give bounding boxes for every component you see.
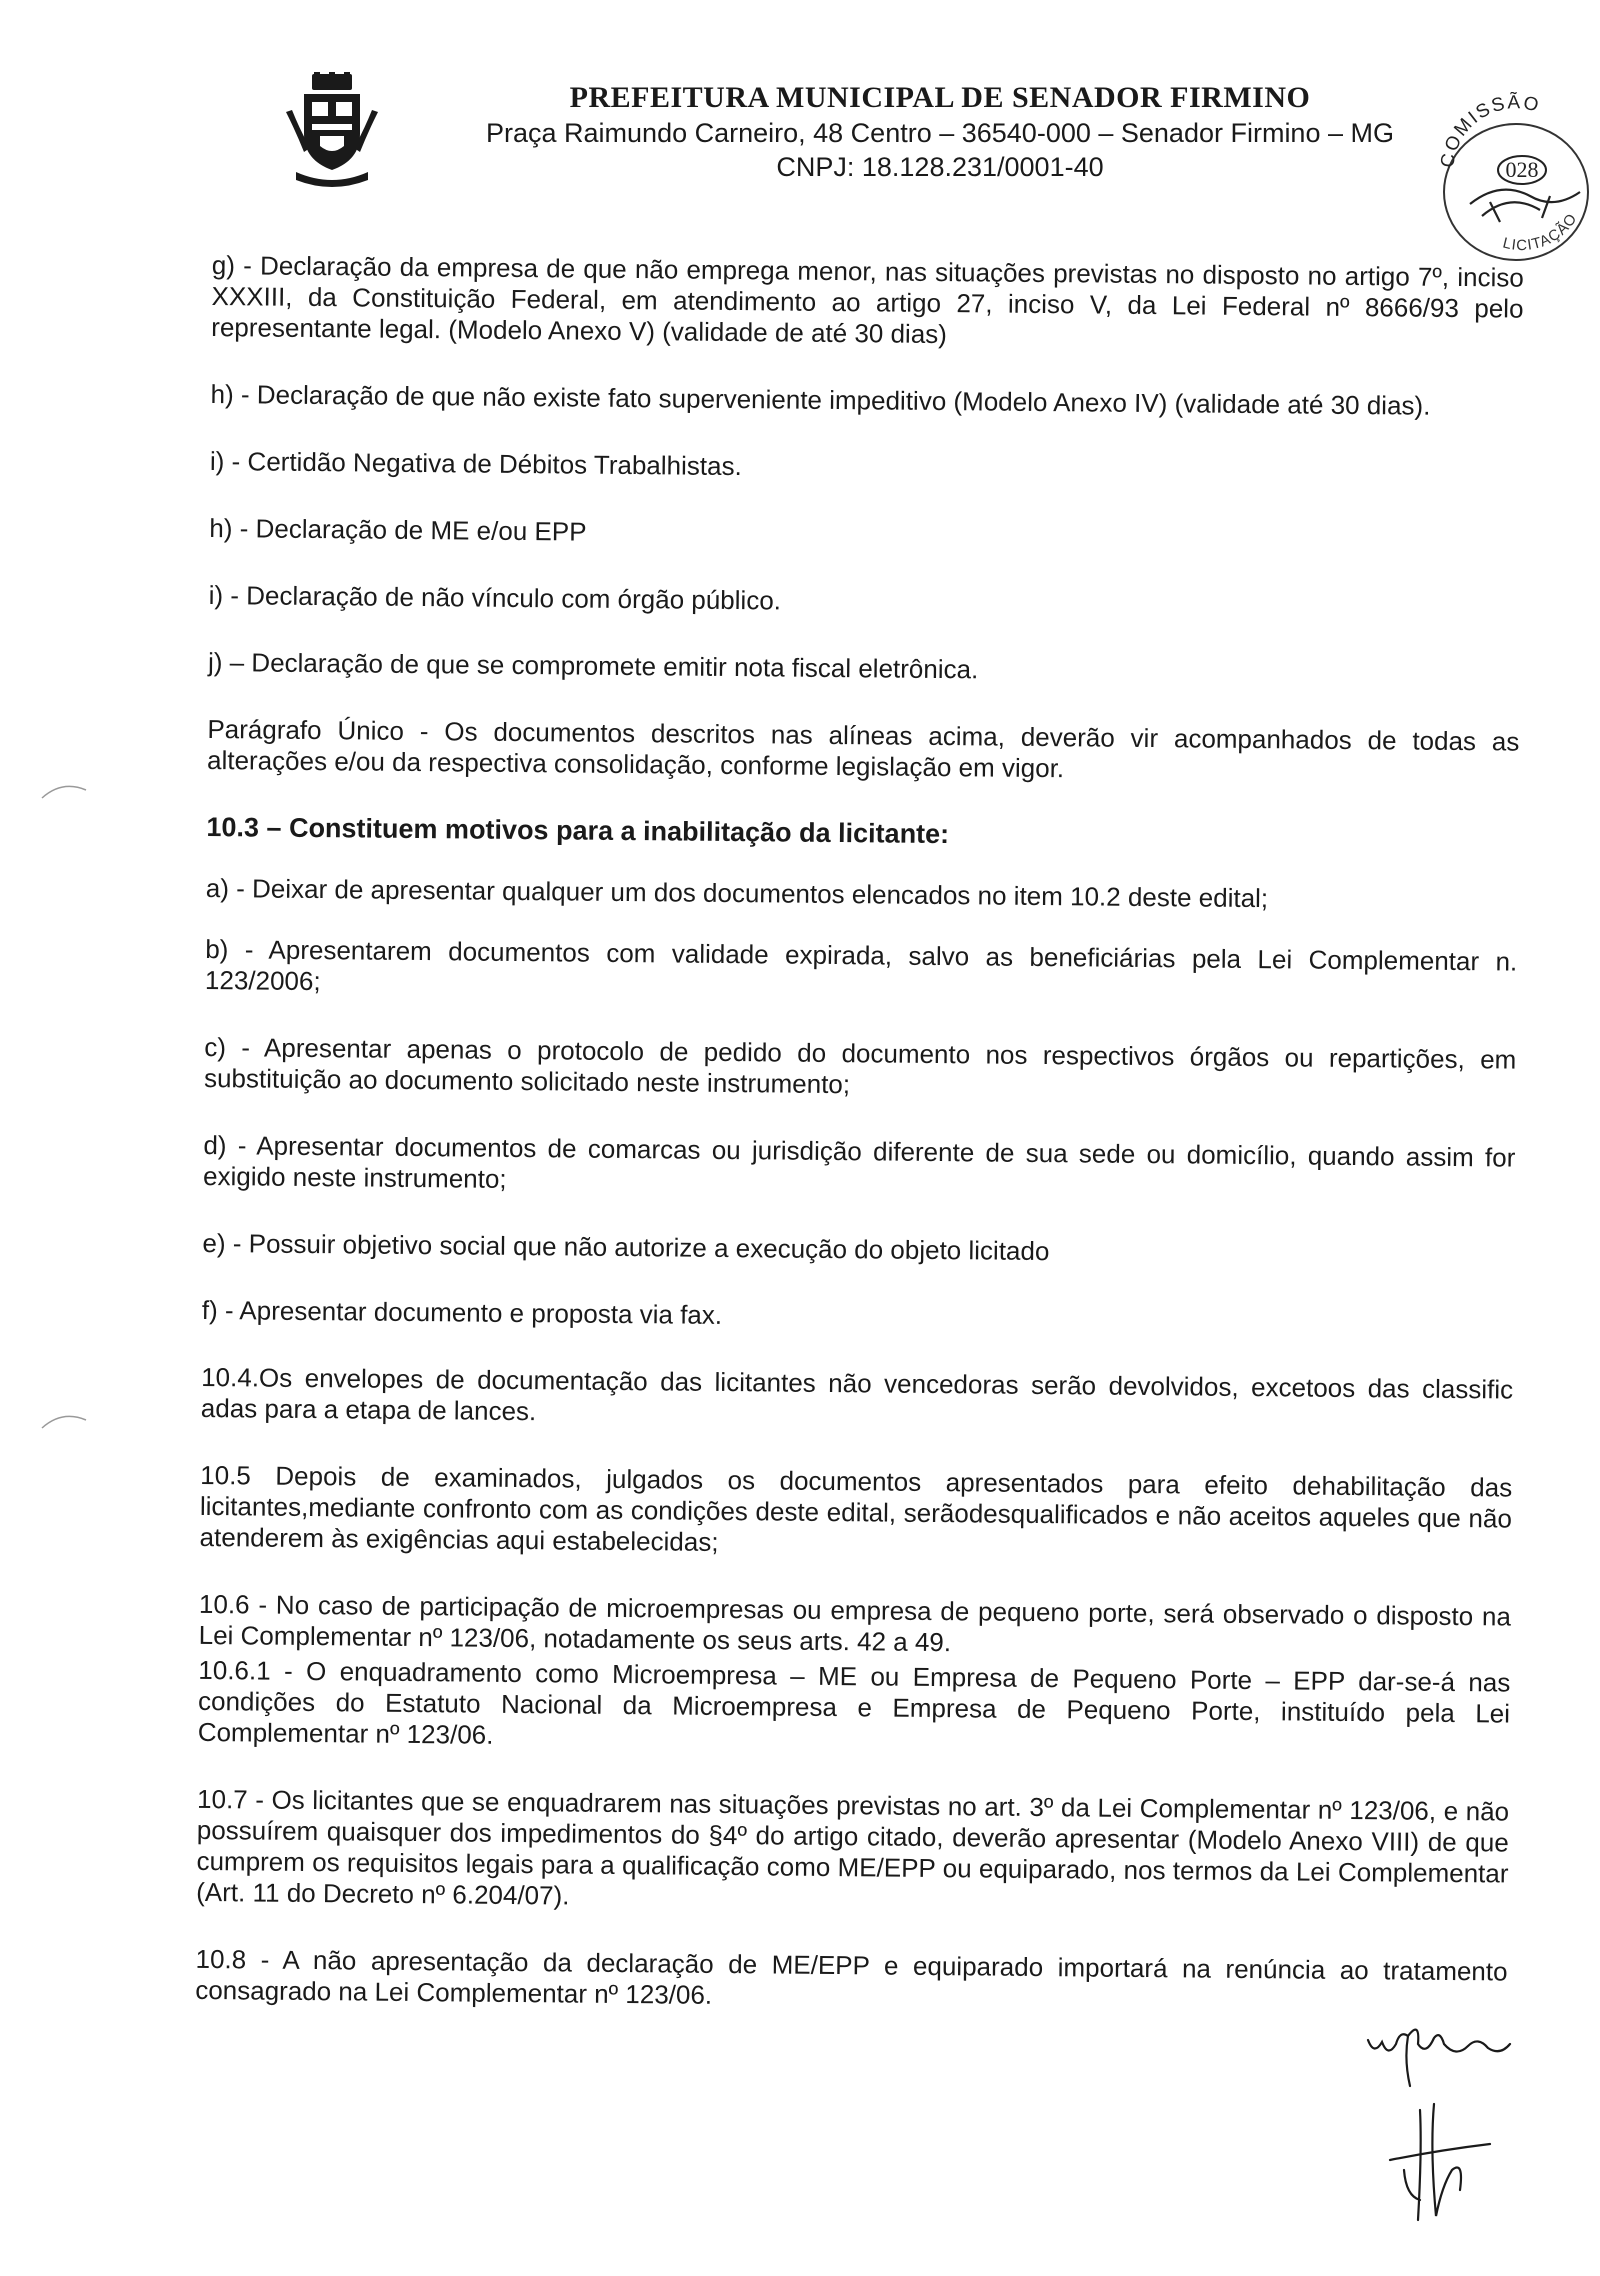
item-i-nao-vinculo-paragraph: i) - Declaração de não vínculo com órgão público. <box>208 579 782 616</box>
item-h-paragraph: h) - Declaração de que não existe fato superveniente impeditivo (Modelo Anexo IV) (validade até 30 dias). <box>210 378 1431 421</box>
svg-text:LICITAÇÃO <box>1501 210 1581 254</box>
item-a-paragraph: a) - Deixar de apresentar qualquer um dos documentos elencados no item 10.2 deste edital; <box>205 872 1269 914</box>
item-h-me-epp-paragraph: h) - Declaração de ME e/ou EPP <box>209 512 587 547</box>
scan-margin-mark <box>38 778 90 802</box>
stamp-bottom-text: LICITAÇÃO <box>1501 210 1581 255</box>
letterhead <box>440 80 1440 184</box>
section-10-6-1-paragraph: 10.6.1 - O enquadramento como Microempresa – ME ou Empresa de Pequeno Porte – EPP dar-se-á nas condições do Estatuto Nacional da Microempresa e Empresa de Pequeno Porte, instituído pela Lei Complementar nº 123/06. <box>197 1654 1511 1750</box>
item-f-paragraph: f) - Apresentar documento e proposta via fax. <box>201 1294 723 1330</box>
section-10-5-paragraph: 10.5 Depois de examinados, julgados os documentos apresentados para efeito dehabilitação das licitantes,mediante confronto com as condições deste edital, serãodesqualificados e não aceitos aqueles que não atenderem às exigências aqui estabelecidas; <box>199 1459 1513 1557</box>
prefeitura-title: PREFEITURA MUNICIPAL DE SENADOR FIRMINO <box>569 81 1311 114</box>
stamp-top-text: COMISSÃO <box>1437 92 1543 170</box>
comissao-licitacao-stamp <box>1430 92 1598 272</box>
section-10-6-paragraph: 10.6 - No caso de participação de microempresas ou empresa de pequeno porte, será observado o disposto na Lei Complementar nº 123/06, notadamente os seus arts. 42 a 49. <box>198 1588 1512 1658</box>
item-g-paragraph: g) - Declaração da empresa de que não emprega menor, nas situações previstas no disposto no artigo 7º, inciso XXXIII, da Constituição Federal, em atendimento ao artigo 27, inciso V, da Lei Federal nº 8666/93 pelo representante legal. (Modelo Anexo V) (validade de até 30 dias) <box>211 250 1524 350</box>
prefeitura-address: Praça Raimundo Carneiro, 48 Centro – 36540-000 – Senador Firmino – MG <box>486 118 1394 148</box>
item-d-paragraph: d) - Apresentar documentos de comarcas ou jurisdição diferente de sua sede ou domicílio, quando assim for exigido neste instrumento; <box>202 1129 1516 1194</box>
section-10-4-paragraph: 10.4.Os envelopes de documentação das licitantes não vencedoras serão devolvidos, excetoos das classific adas para a etapa de lances. <box>200 1361 1514 1427</box>
municipal-crest-icon <box>282 72 382 190</box>
item-i-paragraph: i) - Certidão Negativa de Débitos Trabalhistas. <box>209 445 742 482</box>
document-body <box>195 250 1524 2019</box>
stamp-number: 028 <box>1505 157 1539 182</box>
item-e-paragraph: e) - Possuir objetivo social que não autorize a execução do objeto licitado <box>202 1227 1050 1267</box>
scan-margin-mark <box>38 1408 90 1432</box>
item-j-paragraph: j) – Declaração de que se compromete emitir nota fiscal eletrônica. <box>207 646 979 685</box>
section-10-8-paragraph: 10.8 - A não apresentação da declaração de ME/EPP e equiparado importará na renúncia ao tratamento consagrado na Lei Complementar nº 123/06. <box>195 1943 1508 2010</box>
handwritten-signatures <box>1360 2000 1560 2230</box>
paragrafo-unico: Parágrafo Único - Os documentos descritos nas alíneas acima, deverão vir acompanhados de todas as alterações e/ou da respectiva consolidação, conforme legislação em vigor. <box>206 713 1520 784</box>
section-10-3-heading: 10.3 – Constituem motivos para a inabilitação da licitante: <box>206 811 950 850</box>
item-c-paragraph: c) - Apresentar apenas o protocolo de pedido do documento nos respectivos órgãos ou repartições, em substituição ao documento solicitado neste instrumento; <box>203 1031 1517 1100</box>
item-b-paragraph: b) - Apresentarem documentos com validade expirada, salvo as beneficiárias pela Lei Complementar n. 123/2006; <box>204 933 1518 997</box>
section-10-7-paragraph: 10.7 - Os licitantes que se enquadrarem nas situações previstas no art. 3º da Lei Complementar nº 123/06, e não possuírem quaisquer dos impedimentos do §4º do artigo citado, deverão apresentar (Modelo Anexo VIII) de que cumprem os requisitos legais para a qualificação como ME/EPP ou equiparado, nos termos da Lei Complementar (Art. 11 do Decreto nº 6.204/07). <box>196 1783 1510 1911</box>
prefeitura-cnpj: CNPJ: 18.128.231/0001-40 <box>776 152 1104 182</box>
